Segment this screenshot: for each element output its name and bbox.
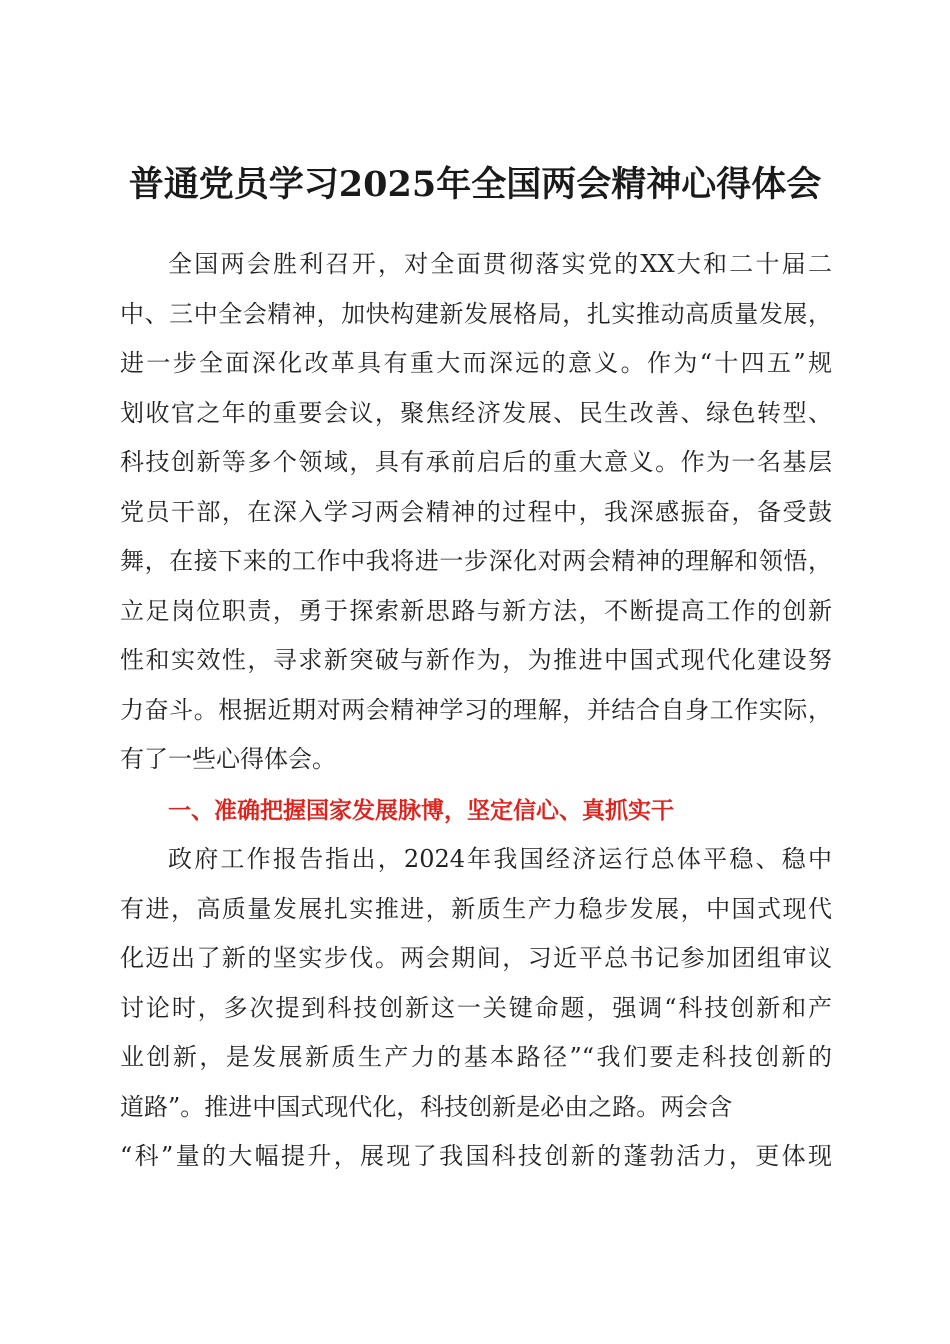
paragraph-line: 立足岗位职责，勇于探索新思路与新方法，不断提高工作的创新	[120, 596, 832, 625]
paragraph-line: 政府工作报告指出，2024年我国经济运行总体平稳、稳中	[168, 845, 832, 873]
paragraph-intro	[120, 240, 832, 785]
paragraph-line: 讨论时，多次提到科技创新这一关键命题，强调“科技创新和产	[120, 993, 832, 1022]
paragraph-line: 全国两会胜利召开，对全面贯彻落实党的XX大和二十届二	[168, 250, 832, 278]
paragraph-line: 中、三中全会精神，加快构建新发展格局，扎实推动高质量发展，	[120, 299, 832, 328]
paragraph-line: 力奋斗。根据近期对两会精神学习的理解，并结合自身工作实际，	[120, 695, 832, 724]
paragraph-line: 业创新，是发展新质生产力的基本路径”“我们要走科技创新的	[120, 1043, 832, 1071]
paragraph-section1	[120, 835, 832, 1182]
paragraph-line: 科技创新等多个领域，具有承前启后的重大意义。作为一名基层	[120, 448, 832, 476]
paragraph-line: 有了一些心得体会。	[120, 745, 336, 773]
paragraph-line: 道路”。推进中国式现代化，科技创新是必由之路。两会含	[120, 1092, 733, 1121]
paragraph-line: 性和实效性，寻求新突破与新作为，为推进中国式现代化建设努	[120, 646, 832, 674]
paragraph-line: 化迈出了新的坚实步伐。两会期间，习近平总书记参加团组审议	[120, 944, 832, 972]
paragraph-line: 舞，在接下来的工作中我将进一步深化对两会精神的理解和领悟，	[120, 547, 832, 575]
paragraph-line: 有进，高质量发展扎实推进，新质生产力稳步发展，中国式现代	[120, 894, 832, 923]
paragraph-line: 进一步全面深化改革具有重大而深远的意义。作为“十四五”规	[120, 349, 832, 377]
section-heading-1: 一、准确把握国家发展脉博，坚定信心、真抓实干	[168, 798, 674, 824]
paragraph-line: 党员干部，在深入学习两会精神的过程中，我深感振奋，备受鼓	[120, 497, 832, 526]
paragraph-line: “科”量的大幅提升，展现了我国科技创新的蓬勃活力，更体现	[120, 1142, 832, 1170]
document-title: 普通党员学习2025年全国两会精神心得体会	[128, 164, 822, 205]
paragraph-line: 划收官之年的重要会议，聚焦经济发展、民生改善、绿色转型、	[120, 398, 832, 427]
